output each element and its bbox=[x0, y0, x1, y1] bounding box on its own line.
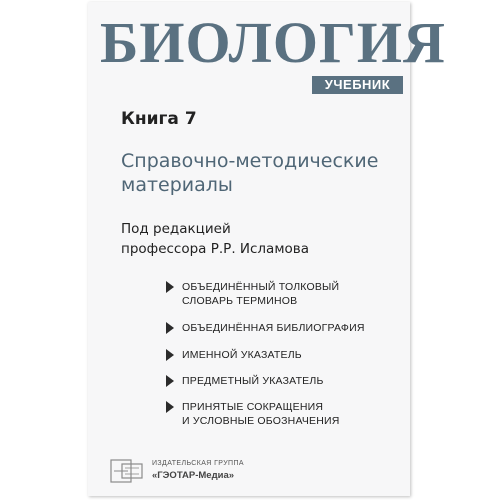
contents-item-text: ИМЕННОЙ УКАЗАТЕЛЬ bbox=[182, 349, 302, 361]
publisher-block bbox=[110, 457, 310, 487]
contents-item bbox=[166, 348, 406, 362]
triangle-bullet-icon bbox=[166, 401, 174, 413]
book-title: БИОЛОГИЯ bbox=[100, 10, 446, 75]
triangle-bullet-icon bbox=[166, 349, 174, 361]
textbook-badge: УЧЕБНИК bbox=[312, 76, 403, 94]
editor-line-2: профессора Р.Р. Исламова bbox=[121, 241, 309, 257]
contents-item-text: ПРИНЯТЫЕ СОКРАЩЕНИЯ И УСЛОВНЫЕ ОБОЗНАЧЕНИЯ bbox=[182, 401, 340, 427]
contents-item-text: ПРЕДМЕТНЫЙ УКАЗАТЕЛЬ bbox=[182, 375, 324, 387]
contents-list bbox=[166, 280, 406, 428]
editor-line-1: Под редакцией bbox=[121, 221, 231, 237]
contents-item-text: ОБЪЕДИНЁННАЯ БИБЛИОГРАФИЯ bbox=[182, 322, 365, 334]
contents-item bbox=[166, 374, 406, 388]
contents-item-text: ОБЪЕДИНЁННЫЙ ТОЛКОВЫЙ СЛОВАРЬ ТЕРМИНОВ bbox=[182, 281, 340, 307]
triangle-bullet-icon bbox=[166, 375, 174, 387]
publisher-group: ИЗДАТЕЛЬСКАЯ ГРУППА bbox=[152, 460, 244, 467]
contents-item bbox=[166, 280, 406, 308]
triangle-bullet-icon bbox=[166, 322, 174, 334]
publisher-text bbox=[152, 459, 244, 482]
triangle-bullet-icon bbox=[166, 281, 174, 293]
contents-item bbox=[166, 400, 406, 428]
editor-credit bbox=[121, 219, 401, 259]
book-subtitle: Справочно-методические материалы bbox=[121, 150, 379, 196]
contents-item bbox=[166, 321, 406, 335]
publisher-logo-icon bbox=[110, 458, 144, 484]
book-number: Книга 7 bbox=[121, 109, 197, 129]
publisher-name: «ГЭОТАР-Медиа» bbox=[152, 470, 235, 481]
